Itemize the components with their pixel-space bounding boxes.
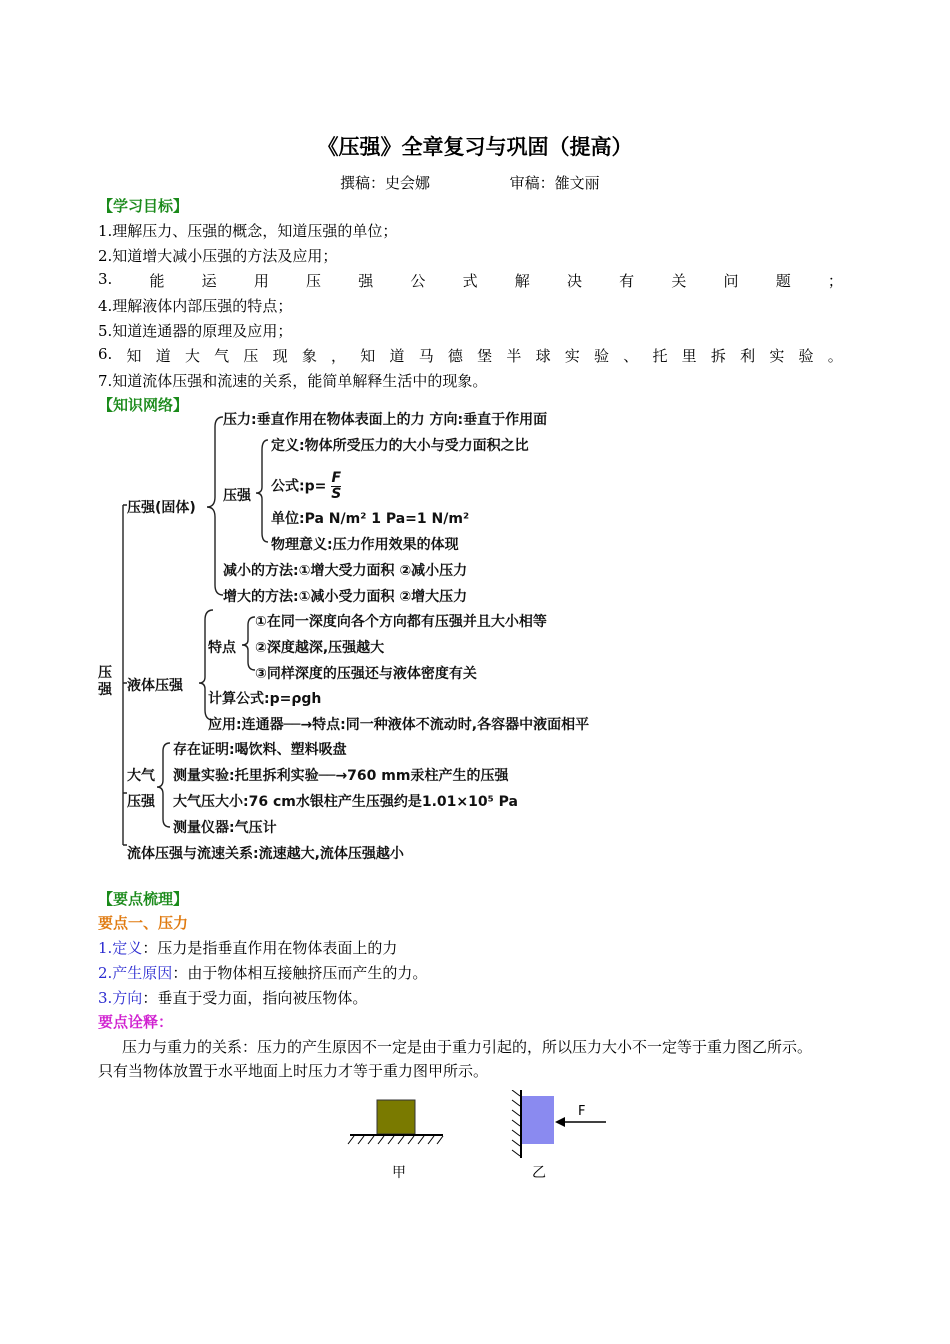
tree-increase: 增大的方法:①减小受力面积 ②增大压力	[223, 589, 468, 605]
tree-fluid: 流体压强与流速关系:流速越大,流体压强越小	[127, 846, 404, 862]
justified-char: 堡	[477, 347, 493, 365]
justified-char: 解	[514, 272, 530, 290]
justified-char: 里	[681, 347, 697, 365]
justified-char: 实	[564, 347, 580, 365]
justified-char: 知	[126, 347, 142, 365]
tree-unit: 单位:Pa N/m² 1 Pa=1 N/m²	[271, 511, 470, 527]
network-heading: 【知识网络】	[98, 396, 189, 414]
justified-char: 决	[566, 272, 582, 290]
point1-title: 要点一、压力	[98, 914, 189, 932]
tree-force: 压力:垂直作用在物体表面上的力 方向:垂直于作用面	[223, 412, 548, 428]
point-item-3-label: 3.方向	[98, 989, 143, 1007]
justified-char: 球	[535, 347, 551, 365]
justified-char: 用	[253, 272, 269, 290]
tree-decrease: 减小的方法:①增大受力面积 ②减小压力	[223, 563, 468, 579]
force-label: F	[578, 1104, 586, 1119]
note-line-1: 压力与重力的关系：压力的产生原因不一定是由于重力引起的，所以压力大小不一定等于重力图乙所示。	[122, 1038, 813, 1056]
justified-char: 实	[769, 347, 785, 365]
justified-char: 拆	[710, 347, 726, 365]
tree-definition: 定义:物体所受压力的大小与受力面积之比	[271, 438, 529, 454]
reviewer: 审稿：雒文丽	[509, 174, 600, 192]
objective-5: 5.知道连通器的原理及应用；	[98, 322, 293, 340]
formula-label: 公式:p=	[271, 478, 327, 495]
justified-char: 象	[301, 347, 317, 365]
point-item-3	[98, 987, 367, 1008]
wall-hatch-b	[512, 1090, 520, 1156]
objective-1: 1.理解压力、压强的概念，知道压强的单位；	[98, 222, 398, 240]
point-item-1-label: 1.定义	[98, 939, 143, 957]
figure-label-b: 乙	[532, 1165, 546, 1181]
justified-char: 压	[243, 347, 259, 365]
justified-char: ；	[827, 272, 843, 290]
authors-line	[340, 172, 600, 193]
tree-meaning: 物理意义:压力作用效果的体现	[271, 537, 459, 553]
force-figure	[340, 1090, 620, 1185]
point-item-1-text: ：压力是指垂直作用在物体表面上的力	[142, 939, 398, 957]
point-item-2	[98, 962, 427, 983]
justified-char: 气	[214, 347, 230, 365]
ground-hatch-a	[348, 1136, 443, 1144]
justified-char: 关	[671, 272, 687, 290]
objective-6	[98, 345, 843, 366]
page-title: 《压强》全章复习与巩固（提高）	[317, 135, 633, 159]
justified-char: 3.	[98, 270, 113, 288]
justified-char: 验	[798, 347, 814, 365]
justified-char: 大	[184, 347, 200, 365]
justified-char: 有	[619, 272, 635, 290]
justified-char: 验	[594, 347, 610, 365]
tree-liquid: 液体压强	[127, 678, 183, 694]
tree-root: 压强	[98, 665, 112, 698]
justified-char: 6.	[98, 345, 113, 363]
tree-atm-1: 大气	[127, 768, 155, 784]
objectives-heading: 【学习目标】	[98, 197, 189, 215]
tree-solid: 压强(固体)	[127, 500, 196, 516]
tree-atm-instrument: 测量仪器:气压计	[173, 820, 277, 836]
formula-numerator: F	[331, 470, 342, 486]
block-b	[522, 1096, 554, 1144]
justified-char: 马	[418, 347, 434, 365]
point-item-2-label: 2.产生原因	[98, 964, 173, 982]
knowledge-tree	[95, 405, 695, 865]
note-title: 要点诠释：	[98, 1013, 174, 1031]
objective-4: 4.理解液体内部压强的特点；	[98, 297, 293, 315]
justified-char: 、	[623, 347, 639, 365]
tree-atm-2: 压强	[127, 794, 155, 810]
atm-bracket	[157, 743, 170, 827]
point-item-2-text: ：由于物体相互接触挤压而产生的力。	[172, 964, 428, 982]
force-arrowhead	[555, 1117, 565, 1127]
justified-char: 现	[272, 347, 288, 365]
justified-char: 运	[201, 272, 217, 290]
keypoints-heading: 【要点梳理】	[98, 890, 189, 908]
justified-char: 知	[360, 347, 376, 365]
justified-char: 题	[775, 272, 791, 290]
justified-char: 道	[389, 347, 405, 365]
justified-char: 德	[447, 347, 463, 365]
pressure-bracket	[256, 440, 268, 542]
objective-7: 7.知道流体压强和流速的关系，能简单解释生活中的现象。	[98, 372, 488, 390]
objective-3	[98, 270, 843, 291]
objective-2: 2.知道增大减小压强的方法及应用；	[98, 247, 338, 265]
justified-char: 利	[740, 347, 756, 365]
justified-char: 道	[155, 347, 171, 365]
tree-feature-1: ①在同一深度向各个方向都有压强并且大小相等	[255, 614, 547, 630]
tree-application: 应用:连通器──→特点:同一种液体不流动时,各容器中液面相平	[208, 717, 590, 733]
tree-atm-proof: 存在证明:喝饮料、塑料吸盘	[173, 742, 347, 758]
justified-char: 公	[410, 272, 426, 290]
tree-features: 特点	[208, 640, 236, 656]
justified-char: 能	[149, 272, 165, 290]
justified-char: 托	[652, 347, 668, 365]
tree-formula	[271, 471, 341, 502]
justified-char: 。	[827, 347, 843, 365]
justified-char: 半	[506, 347, 522, 365]
formula-denominator: S	[331, 486, 342, 502]
tree-feature-2: ②深度越深,压强越大	[255, 640, 385, 656]
formula-fraction	[331, 471, 341, 502]
point-item-1	[98, 937, 397, 958]
justified-char: 问	[723, 272, 739, 290]
figure-label-a: 甲	[392, 1165, 406, 1181]
note-line-2: 只有当物体放置于水平地面上时压力才等于重力图甲所示。	[98, 1062, 489, 1080]
tree-atm-size: 大气压大小:76 cm水银柱产生压强约是1.01×10⁵ Pa	[173, 794, 518, 810]
justified-char: 强	[358, 272, 374, 290]
justified-char: ，	[331, 347, 347, 365]
tree-pressure: 压强	[223, 488, 251, 504]
tree-feature-3: ③同样深度的压强还与液体密度有关	[255, 666, 477, 682]
justified-char: 式	[462, 272, 478, 290]
writer: 撰稿：史会娜	[340, 174, 431, 192]
justified-char: 压	[306, 272, 322, 290]
tree-liquid-formula: 计算公式:p=ρgh	[208, 691, 322, 707]
tree-atm-measure: 测量实验:托里拆利实验──→760 mm汞柱产生的压强	[173, 768, 509, 784]
block-a	[377, 1100, 415, 1134]
feature-bracket	[242, 617, 255, 670]
solid-bracket	[207, 417, 223, 595]
point-item-3-text: ：垂直于受力面，指向被压物体。	[142, 989, 368, 1007]
